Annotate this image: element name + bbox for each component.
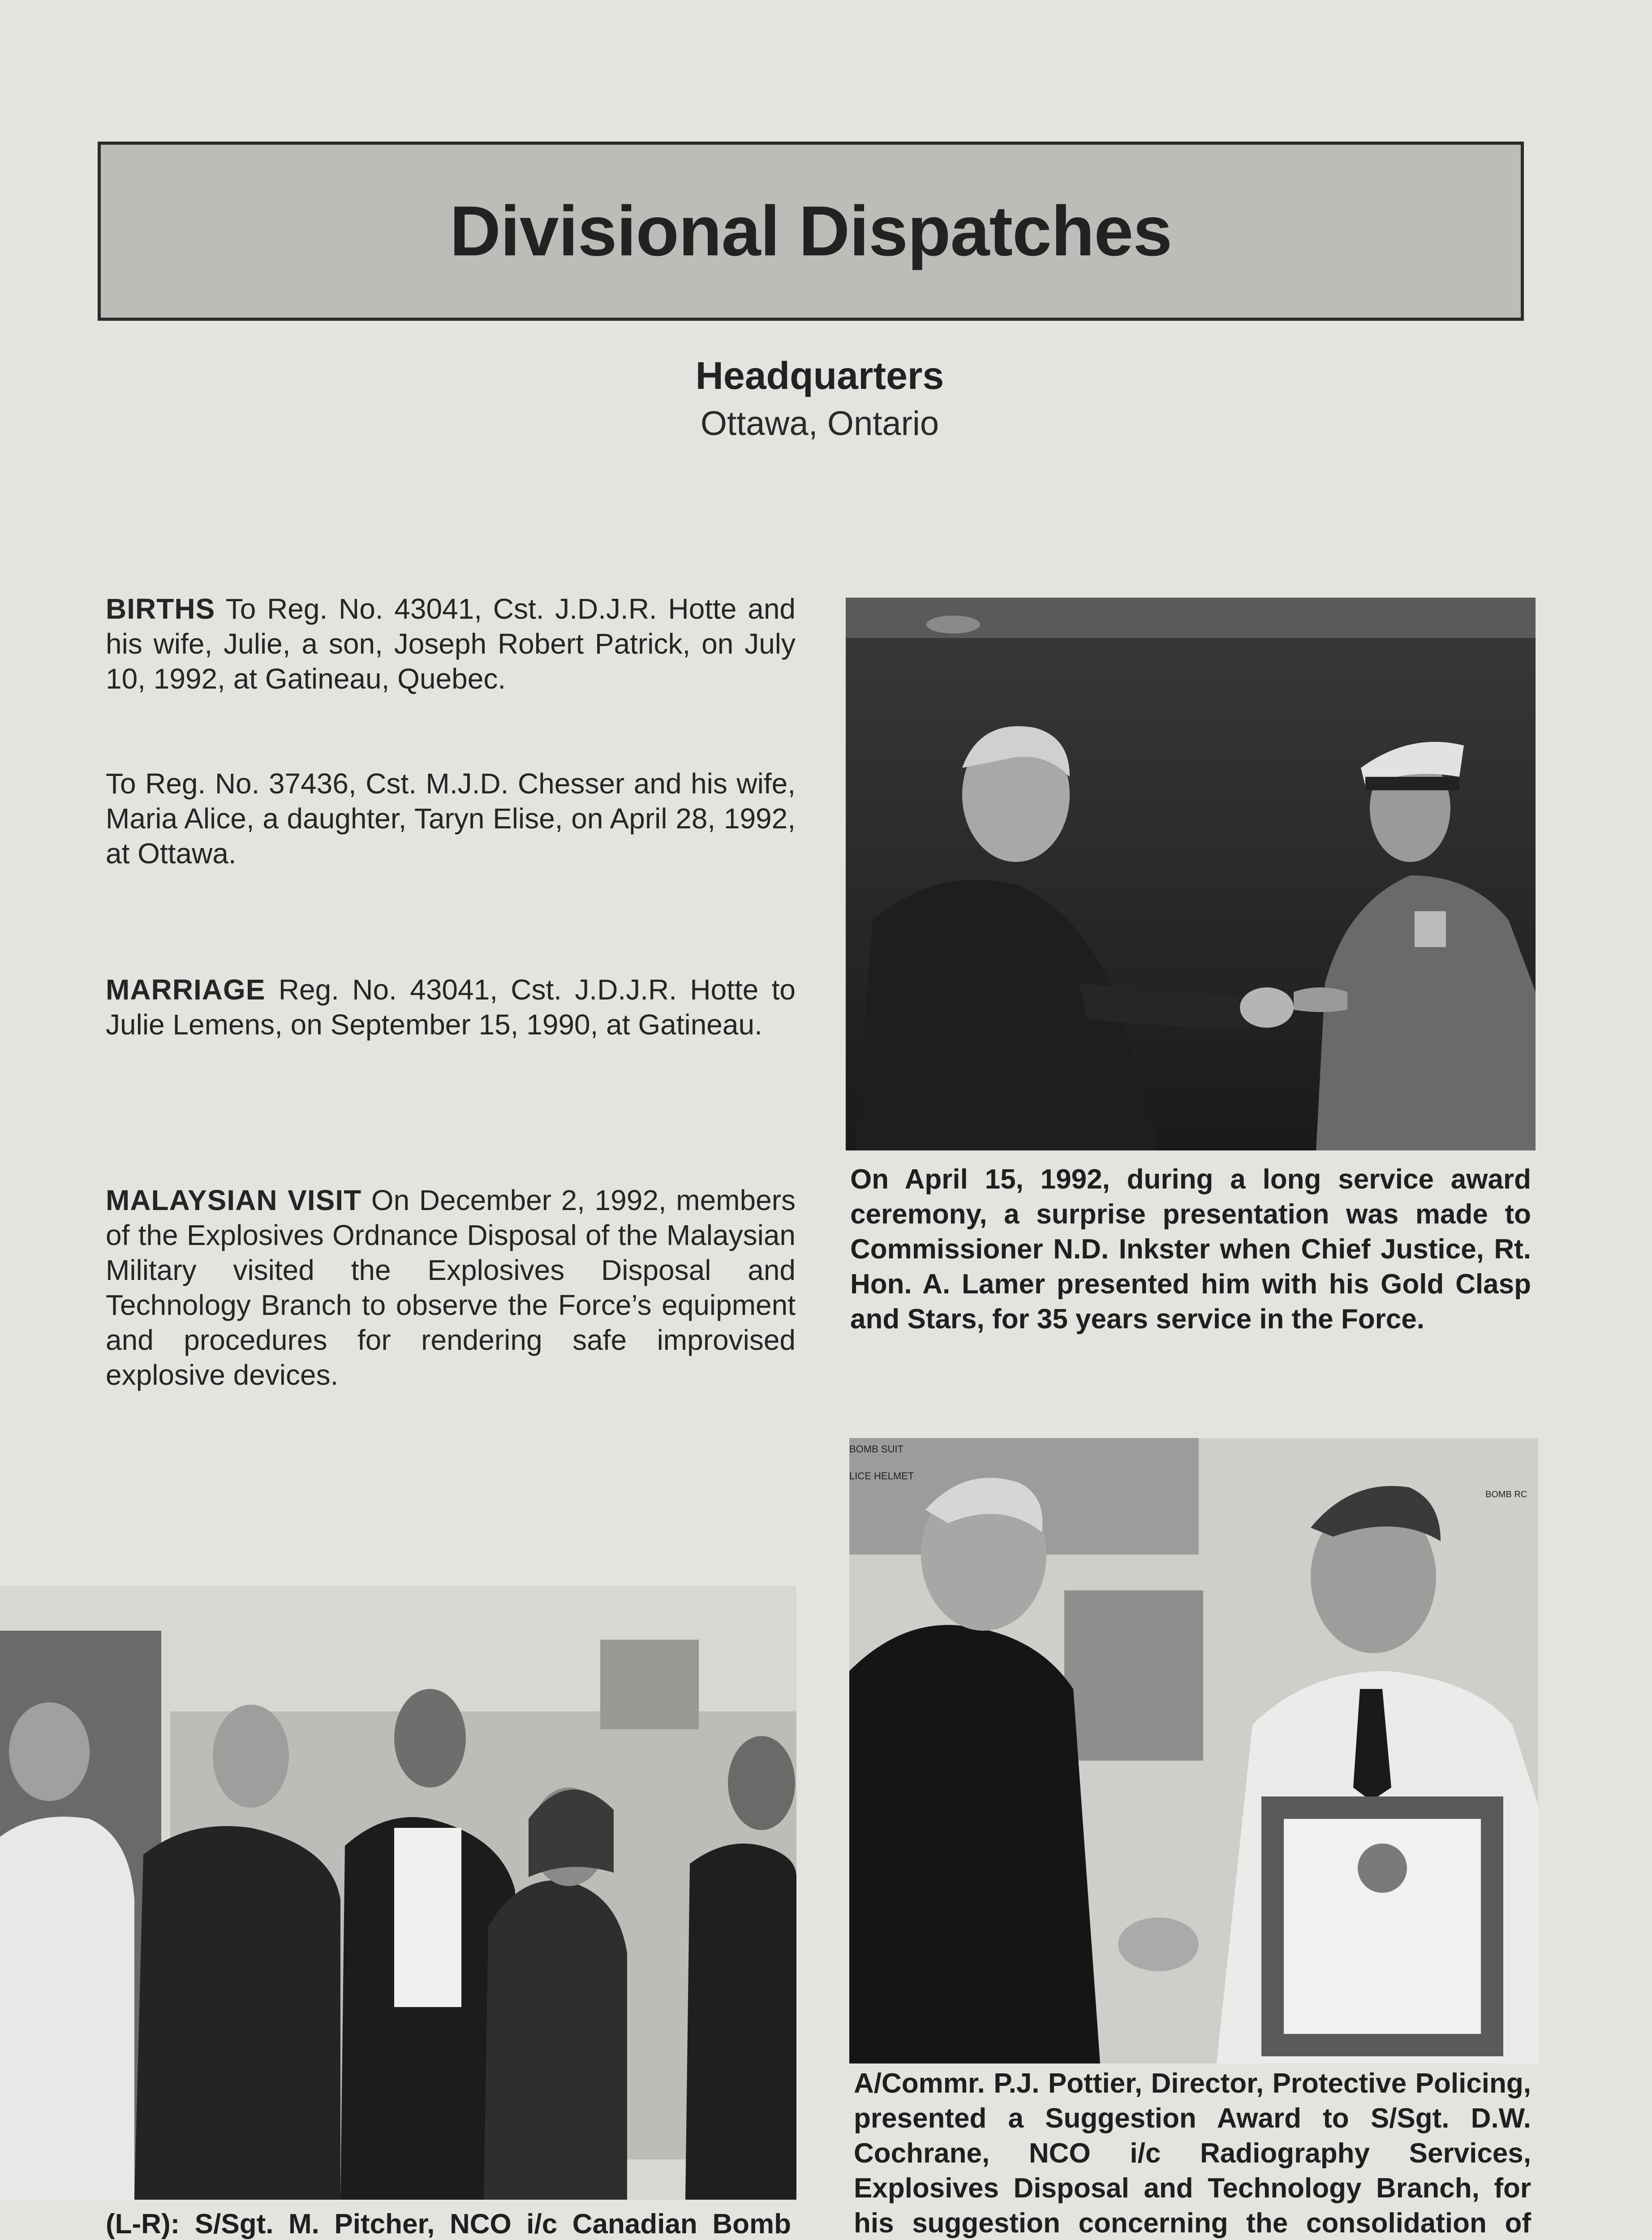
malaysian-group-photo	[0, 1586, 796, 2200]
section-title: Headquarters	[695, 354, 944, 397]
award-ceremony-caption: On April 15, 1992, during a long service award ceremony, a surprise presentation was made to Commissioner N.D. Inkster when Chief Justice, Rt. Hon. A. Lamer presented him with his Gold Clasp and Stars, for 35 years service in the Force.	[850, 1164, 1531, 1335]
marriage-text: Reg. No. 43041, Cst. J.D.J.R. Hotte to Julie Lemens, on September 15, 1990, at Gatineau.	[106, 974, 796, 1041]
malaysian-group-image	[0, 1586, 796, 2200]
birth2-text: To Reg. No. 37436, Cst. M.J.D. Chesser and his wife, Maria Alice, a daughter, Taryn Elise, on April 28, 1992, at Ottawa.	[106, 767, 796, 870]
births-text: To Reg. No. 43041, Cst. J.D.J.R. Hotte and his wife, Julie, a son, Joseph Robert Patrick, on July 10, 1992, at Gatineau, Quebec.	[106, 593, 796, 695]
banner	[98, 142, 1524, 321]
sign-text-bomb-rc: BOMB RC	[1485, 1490, 1527, 1499]
section-subtitle: Ottawa, Ontario	[700, 405, 939, 443]
suggestion-award-caption: A/Commr. P.J. Pottier, Director, Protective Policing, presented a Suggestion Award to S/Sgt. D.W. Cochrane, NCO i/c Radiography Services, Explosives Disposal and Technology Branch, for his suggestion concerning the consolidation of	[854, 2068, 1531, 2239]
banner-title: Divisional Dispatches	[449, 191, 1172, 271]
malaysian-group-caption: (L-R): S/Sgt. M. Pitcher, NCO i/c Canadian Bomb	[106, 2209, 791, 2240]
suggestion-award-photo	[849, 1438, 1538, 2063]
marriage-lead: MARRIAGE	[106, 974, 266, 1006]
births-paragraph	[106, 591, 796, 696]
malaysian-visit-lead: MALAYSIAN VISIT	[106, 1184, 362, 1216]
births-lead: BIRTHS	[106, 593, 215, 625]
malaysian-visit-paragraph	[106, 1183, 796, 1392]
sign-text-bomb-suit: BOMB SUIT	[849, 1443, 904, 1455]
sign-text-helmet: LICE HELMET	[849, 1470, 914, 1482]
marriage-paragraph	[106, 972, 796, 1042]
malaysian-visit-text: On December 2, 1992, members of the Explosives Ordnance Disposal of the Malaysian Military visited the Explosives Disposal and Technology Branch to observe the Force’s equipment and procedures for rendering safe improvised explosive devices.	[106, 1184, 796, 1391]
suggestion-award-image	[849, 1438, 1538, 2063]
award-ceremony-image	[846, 598, 1536, 1150]
award-ceremony-photo	[846, 598, 1536, 1150]
birth2-paragraph	[106, 766, 796, 871]
